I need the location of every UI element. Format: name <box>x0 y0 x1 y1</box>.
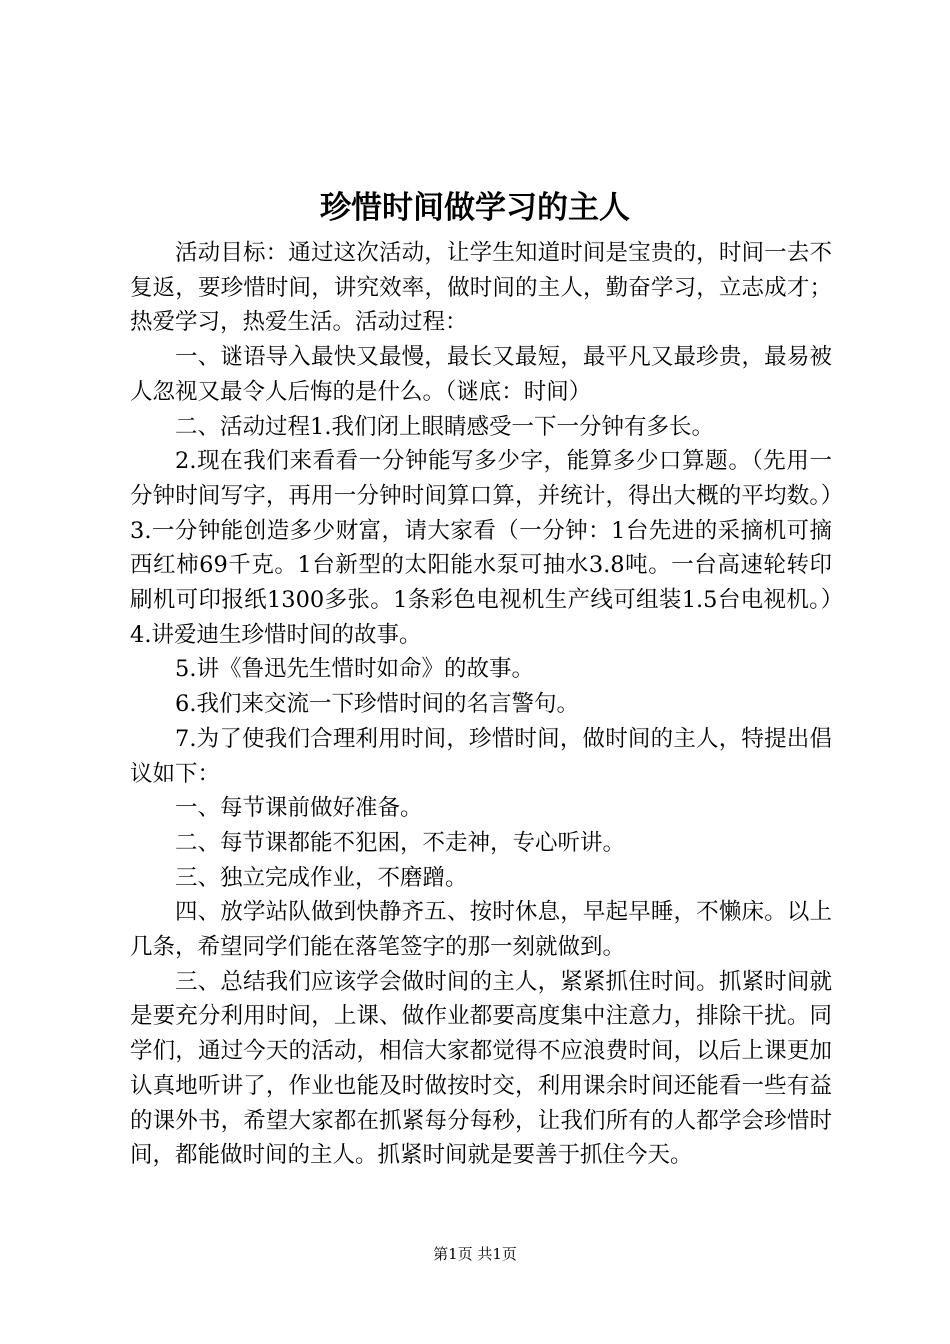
page-footer: 第1页 共1页 <box>433 1245 517 1263</box>
paragraph-process-7: 7.为了使我们合理利用时间，珍惜时间，做时间的主人，特提出倡议如下： <box>130 725 832 787</box>
paragraph-summary: 三、总结我们应该学会做时间的主人，紧紧抓住时间。抓紧时间就是要充分利用时间，上课、做作业都要高度集中注意力，排除干扰。同学们，通过今天的活动，相信大家都觉得不应浪费时间，以后上课更加认真地听讲了，作业也能及时做按时交，利用课余时间还能看一些有益的课外书，希望大家都在抓紧每分每秒，让我们所有的人都学会珍惜时间，都能做时间的主人。抓紧时间就是要善于抓住今天。 <box>130 968 832 1169</box>
paragraph-proposal-1: 一、每节课前做好准备。 <box>175 795 423 822</box>
paragraph-process-2: 2.现在我们来看看一分钟能写多少字，能算多少口算题。（先用一分钟时间写字，再用一分钟时间算口算，并统计，得出大概的平均数。）3.一分钟能创造多少财富，请大家看（一分钟：1台先进的采摘机可摘西红柿69千克。1台新型的太阳能水泵可抽水3.8吨。一台高速轮转印刷机可印报纸1300多张。1条彩色电视机生产线可组装1.5台电视机。）4.讲爱迪生珍惜时间的故事。 <box>130 448 832 648</box>
paragraph-riddle: 一、谜语导入最快又最慢，最长又最短，最平凡又最珍贵，最易被人忽视又最令人后悔的是什么。（谜底：时间） <box>130 344 832 405</box>
paragraph-goal: 活动目标：通过这次活动，让学生知道时间是宝贵的，时间一去不复返，要珍惜时间，讲究效率，做时间的主人，勤奋学习，立志成才；热爱学习，热爱生活。活动过程： <box>130 240 832 336</box>
paragraph-process-5: 5.讲《鲁迅先生惜时如命》的故事。 <box>175 656 534 683</box>
paragraph-proposal-4: 四、放学站队做到快静齐五、按时休息，早起早睡，不懒床。以上几条，希望同学们能在落笔签字的那一刻就做到。 <box>130 899 832 961</box>
paragraph-process-1: 二、活动过程1.我们闭上眼睛感受一下一分钟有多长。 <box>175 413 714 440</box>
paragraph-proposal-3: 三、独立完成作业，不磨蹭。 <box>175 864 468 891</box>
document-title: 珍惜时间做学习的主人 <box>320 190 630 226</box>
paragraph-process-6: 6.我们来交流一下珍惜时间的名言警句。 <box>175 691 579 718</box>
document-body <box>130 236 832 1173</box>
paragraph-proposal-2: 二、每节课都能不犯困，不走神，专心听讲。 <box>175 829 626 856</box>
